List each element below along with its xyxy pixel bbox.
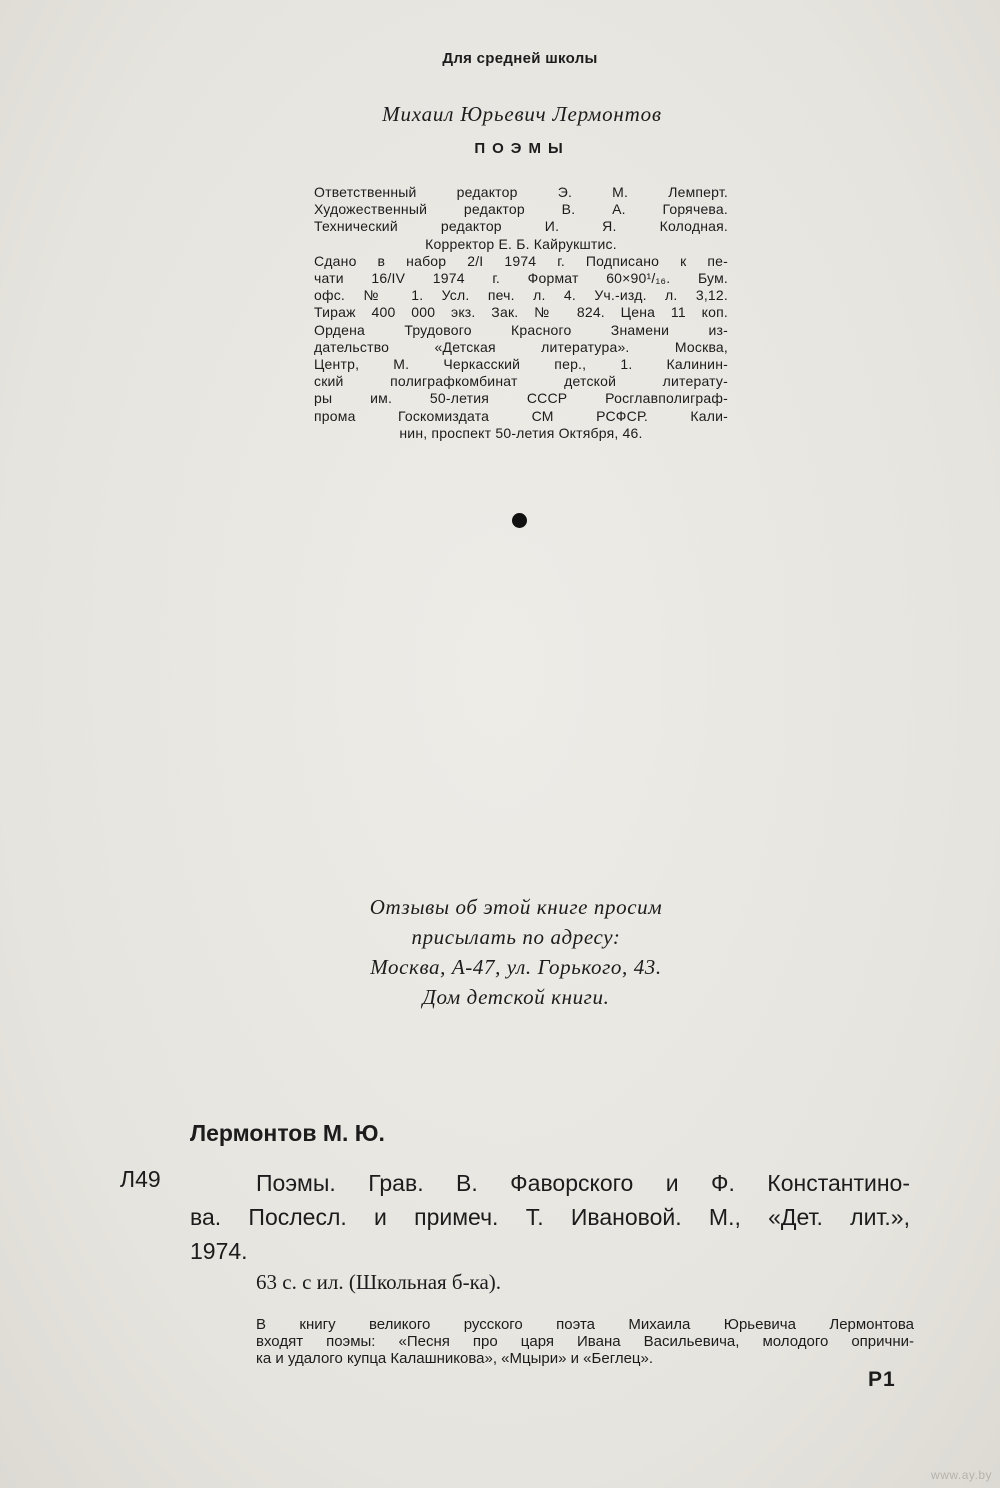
feedback-line: Москва, А-47, ул. Горького, 43. [370, 955, 662, 979]
imprint-line: ры им. 50-летия СССР Росглавполиграф- [314, 390, 728, 407]
catalog-description-line: Поэмы. Грав. В. Фаворского и Ф. Константино- [256, 1170, 910, 1196]
imprint-line: Центр, М. Черкасский пер., 1. Калинин- [314, 356, 728, 373]
classification-code: Р1 [868, 1368, 896, 1391]
feedback-line: Отзывы об этой книге просим [369, 895, 663, 919]
feedback-line: Дом детской книги. [422, 985, 610, 1009]
imprint-line: ский полиграфкомбинат детской литерату- [314, 373, 728, 390]
imprint-line: Технический редактор И. Я. Колодная. [314, 218, 728, 235]
imprint-line: нин, проспект 50-летия Октября, 46. [399, 424, 643, 441]
catalog-description-line: 1974. [190, 1238, 248, 1264]
catalog-description-line: ва. Послесл. и примеч. Т. Ивановой. М., «Дет. лит.», [190, 1204, 910, 1230]
annotation-line: В книгу великого русского поэта Михаила Юрьевича Лермонтова [256, 1316, 914, 1333]
imprint-line: чати 16/IV 1974 г. Формат 60×90¹/₁₆. Бум. [314, 270, 728, 287]
imprint-line: прома Госкомиздата СМ РСФСР. Кали- [314, 407, 728, 424]
imprint-line: Сдано в набор 2/I 1974 г. Подписано к пе- [314, 252, 728, 269]
imprint-line: Художественный редактор В. А. Горячева. [314, 201, 728, 218]
book-author-heading: Михаил Юрьевич Лермонтов [382, 102, 662, 126]
imprint-block [314, 184, 728, 442]
imprint-line: Ответственный редактор Э. М. Лемперт. [314, 184, 728, 200]
series-label: Для средней школы [442, 50, 598, 67]
annotation-line: входят поэмы: «Песня про царя Ивана Васильевича, молодого опрични- [256, 1333, 914, 1350]
imprint-line: Корректор Е. Б. Кайрукштис. [425, 235, 617, 252]
catalog-description [190, 1166, 910, 1268]
catalog-index: Л49 [120, 1166, 161, 1192]
site-watermark: www.ay.by [931, 1468, 992, 1482]
catalog-pages: 63 с. с ил. (Школьная б-ка). [256, 1270, 502, 1294]
imprint-line: офс. № 1. Усл. печ. л. 4. Уч.-изд. л. 3,12. [314, 287, 728, 304]
imprint-line: Тираж 400 000 экз. Зак. № 824. Цена 11 коп. [314, 304, 728, 321]
feedback-line: присылать по адресу: [411, 925, 621, 949]
catalog-author: Лермонтов М. Ю. [190, 1120, 385, 1146]
book-title: ПОЭМЫ [474, 140, 570, 157]
annotation-line: ка и удалого купца Калашникова», «Мцыри» и «Беглец». [256, 1350, 654, 1367]
feedback-notice [0, 892, 1000, 1012]
catalog-annotation [256, 1316, 914, 1367]
imprint-line: Ордена Трудового Красного Знамени из- [314, 321, 728, 338]
ornament-dot [512, 513, 527, 528]
imprint-line: дательство «Детская литература». Москва, [314, 338, 728, 355]
